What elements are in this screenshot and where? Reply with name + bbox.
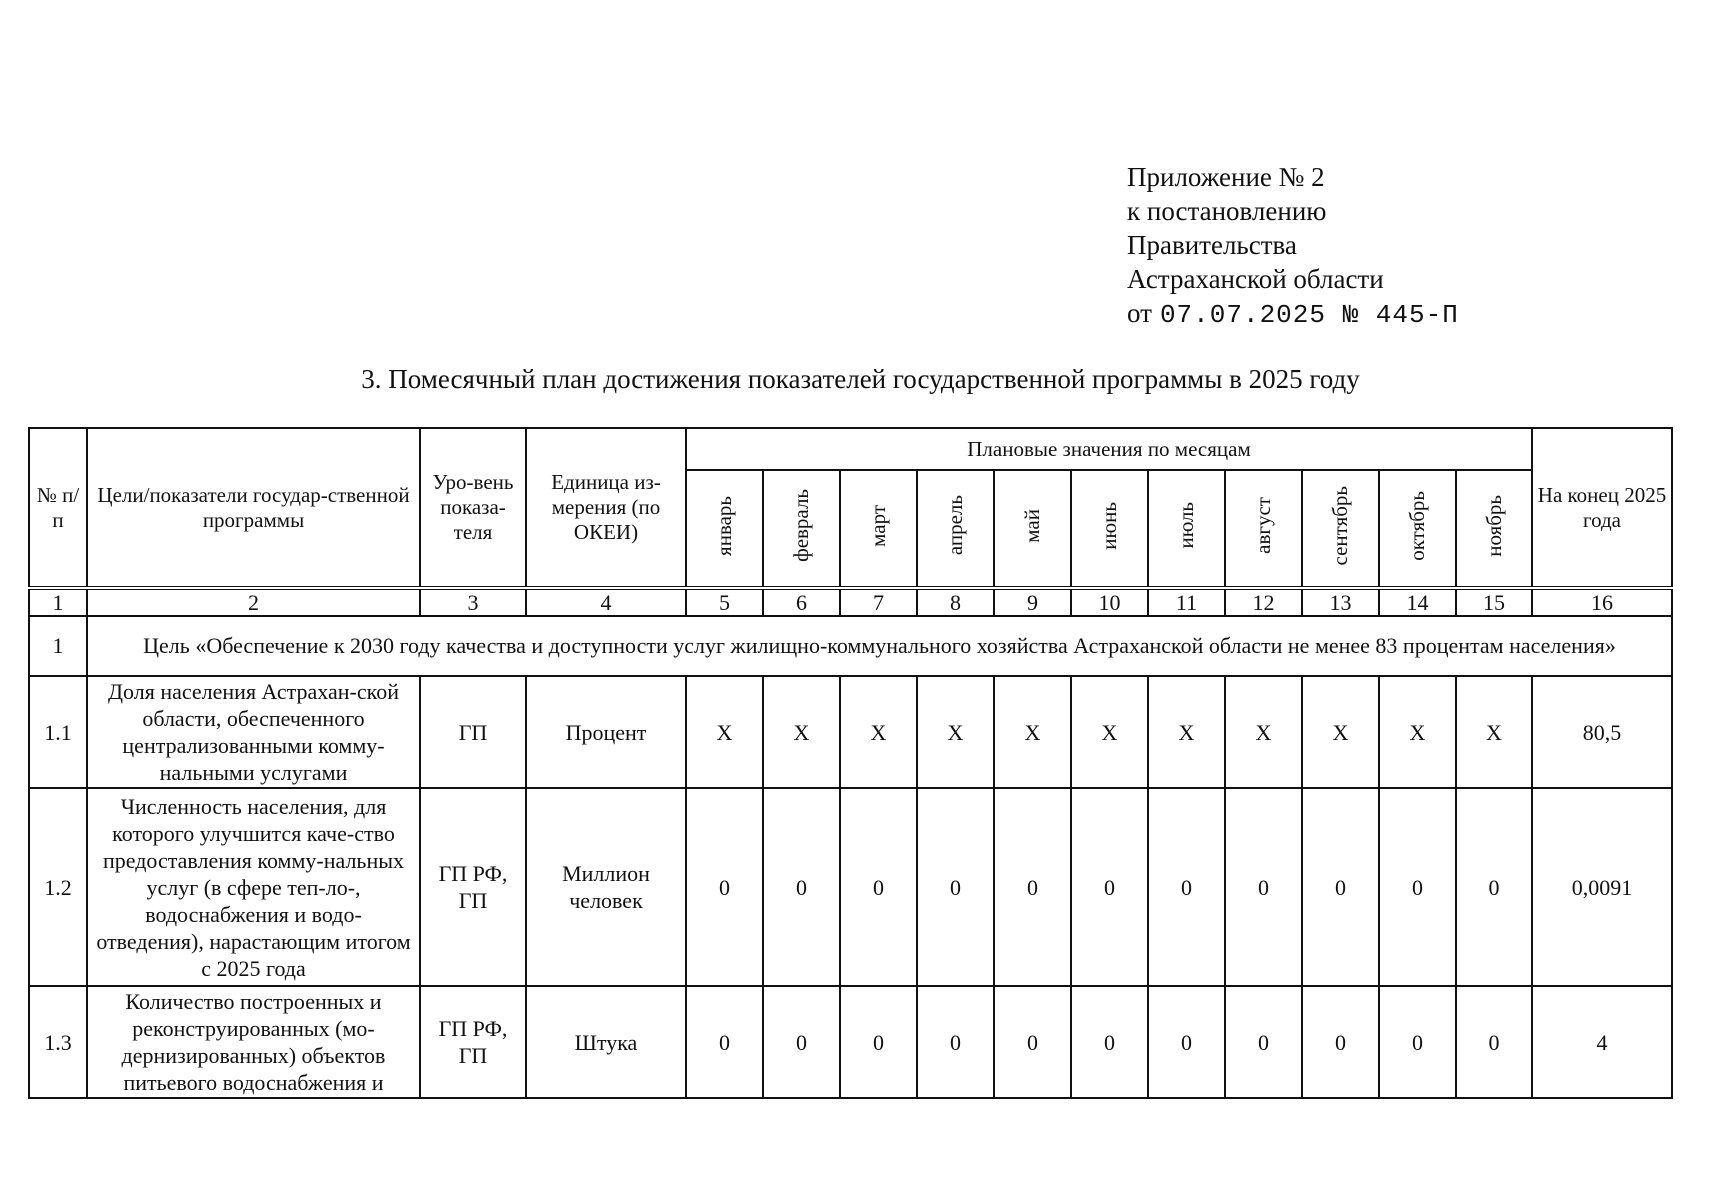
appendix-line-4: Астраханской области <box>1127 264 1384 294</box>
row-level: ГП РФ, ГП <box>420 986 526 1098</box>
month-value: 0 <box>840 986 917 1098</box>
month-value: Х <box>1148 676 1225 788</box>
row-num: 1.2 <box>29 788 87 986</box>
row-level: ГП <box>420 676 526 788</box>
month-label: январь <box>712 495 736 556</box>
end-of-year-value: 0,0091 <box>1532 788 1672 986</box>
month-value: 0 <box>1225 986 1302 1098</box>
end-of-year-value: 80,5 <box>1532 676 1672 788</box>
column-number: 8 <box>917 588 994 616</box>
month-label: март <box>866 504 890 547</box>
column-number: 4 <box>526 588 686 616</box>
appendix-line-2: к постановлению <box>1127 196 1327 226</box>
month-value: Х <box>1302 676 1379 788</box>
monthly-plan-table <box>28 427 1673 1099</box>
month-value: Х <box>686 676 763 788</box>
month-value: Х <box>1456 676 1532 788</box>
column-number: 16 <box>1532 588 1672 616</box>
month-value: 0 <box>1071 788 1148 986</box>
month-value: 0 <box>763 788 840 986</box>
month-value: 0 <box>1148 788 1225 986</box>
month-label: февраль <box>789 489 813 562</box>
month-value: Х <box>1379 676 1456 788</box>
month-value: 0 <box>917 986 994 1098</box>
month-label: октябрь <box>1405 490 1429 561</box>
month-label: август <box>1251 497 1275 554</box>
appendix-date-line <box>1127 296 1459 332</box>
appendix-from-label: от <box>1127 298 1152 328</box>
column-number: 5 <box>686 588 763 616</box>
month-value: 0 <box>1148 986 1225 1098</box>
column-number: 10 <box>1071 588 1148 616</box>
month-value: 0 <box>686 788 763 986</box>
row-unit: Миллион человек <box>526 788 686 986</box>
row-num: 1.3 <box>29 986 87 1098</box>
table-row <box>29 676 1672 788</box>
column-number: 15 <box>1456 588 1532 616</box>
month-label: июнь <box>1097 501 1121 550</box>
month-label: май <box>1020 508 1044 543</box>
month-value: 0 <box>1456 788 1532 986</box>
appendix-block <box>1127 160 1459 332</box>
table-row <box>29 788 1672 986</box>
header-level: Уро-вень показа-теля <box>420 428 526 588</box>
month-value: 0 <box>1379 788 1456 986</box>
row-indicator-name: Численность населения, для которого улучшится каче-ство предоставления комму-нальных услуг (в сфере теп-ло-, водоснабжения и водо-отведения), нарастающим итогом с 2025 года <box>87 788 420 986</box>
column-number: 9 <box>994 588 1071 616</box>
column-number: 14 <box>1379 588 1456 616</box>
header-end-of-year: На конец 2025 года <box>1532 428 1672 588</box>
month-label: июль <box>1174 502 1198 549</box>
goal-row <box>29 616 1672 676</box>
row-indicator-name: Количество построенных и реконструированных (мо-дернизированных) объектов питьевого водоснабжения и <box>87 986 420 1098</box>
row-unit: Процент <box>526 676 686 788</box>
header-month-mar <box>840 470 917 588</box>
column-number: 11 <box>1148 588 1225 616</box>
header-month-jan <box>686 470 763 588</box>
month-value: 0 <box>1456 986 1532 1098</box>
header-month-apr <box>917 470 994 588</box>
header-month-oct <box>1379 470 1456 588</box>
column-number: 12 <box>1225 588 1302 616</box>
header-month-nov <box>1456 470 1532 588</box>
header-months-group: Плановые значения по месяцам <box>686 428 1532 470</box>
goal-text: Цель «Обеспечение к 2030 году качества и доступности услуг жилищно-коммунального хозяйства Астраханской области не менее 83 процентам населения» <box>87 616 1672 676</box>
header-month-jun <box>1071 470 1148 588</box>
month-value: Х <box>994 676 1071 788</box>
month-value: Х <box>840 676 917 788</box>
header-month-may <box>994 470 1071 588</box>
month-value: Х <box>1225 676 1302 788</box>
month-value: 0 <box>994 986 1071 1098</box>
row-unit: Штука <box>526 986 686 1098</box>
header-month-sep <box>1302 470 1379 588</box>
column-number: 2 <box>87 588 420 616</box>
header-month-feb <box>763 470 840 588</box>
appendix-line-3: Правительства <box>1127 230 1297 260</box>
month-value: 0 <box>840 788 917 986</box>
header-unit: Единица из-мерения (по ОКЕИ) <box>526 428 686 588</box>
month-value: 0 <box>917 788 994 986</box>
end-of-year-value: 4 <box>1532 986 1672 1098</box>
row-level: ГП РФ, ГП <box>420 788 526 986</box>
document-title: 3. Помесячный план достижения показателей государственной программы в 2025 году <box>361 364 1360 394</box>
column-number: 6 <box>763 588 840 616</box>
column-number: 1 <box>29 588 87 616</box>
month-value: 0 <box>1379 986 1456 1098</box>
month-value: 0 <box>1225 788 1302 986</box>
row-indicator-name: Доля населения Астрахан-ской области, обеспеченного централизованными комму-нальными услугами <box>87 676 420 788</box>
goal-num: 1 <box>29 616 87 676</box>
month-label: ноябрь <box>1481 494 1506 557</box>
column-number: 7 <box>840 588 917 616</box>
column-number-row <box>29 588 1672 616</box>
month-label: сентябрь <box>1328 485 1352 566</box>
appendix-stamp: 07.07.2025 № 445-П <box>1159 300 1459 330</box>
header-num: № п/п <box>29 428 87 588</box>
month-value: 0 <box>763 986 840 1098</box>
month-value: Х <box>917 676 994 788</box>
month-value: 0 <box>1302 788 1379 986</box>
column-number: 3 <box>420 588 526 616</box>
month-value: Х <box>763 676 840 788</box>
column-number: 13 <box>1302 588 1379 616</box>
header-goals: Цели/показатели государ-ственной программы <box>87 428 420 588</box>
month-value: 0 <box>686 986 763 1098</box>
month-value: Х <box>1071 676 1148 788</box>
header-month-aug <box>1225 470 1302 588</box>
appendix-line-1: Приложение № 2 <box>1127 162 1325 192</box>
month-value: 0 <box>1302 986 1379 1098</box>
month-value: 0 <box>994 788 1071 986</box>
month-value: 0 <box>1071 986 1148 1098</box>
row-num: 1.1 <box>29 676 87 788</box>
month-label: апрель <box>943 495 967 556</box>
table-row <box>29 986 1672 1098</box>
header-month-jul <box>1148 470 1225 588</box>
